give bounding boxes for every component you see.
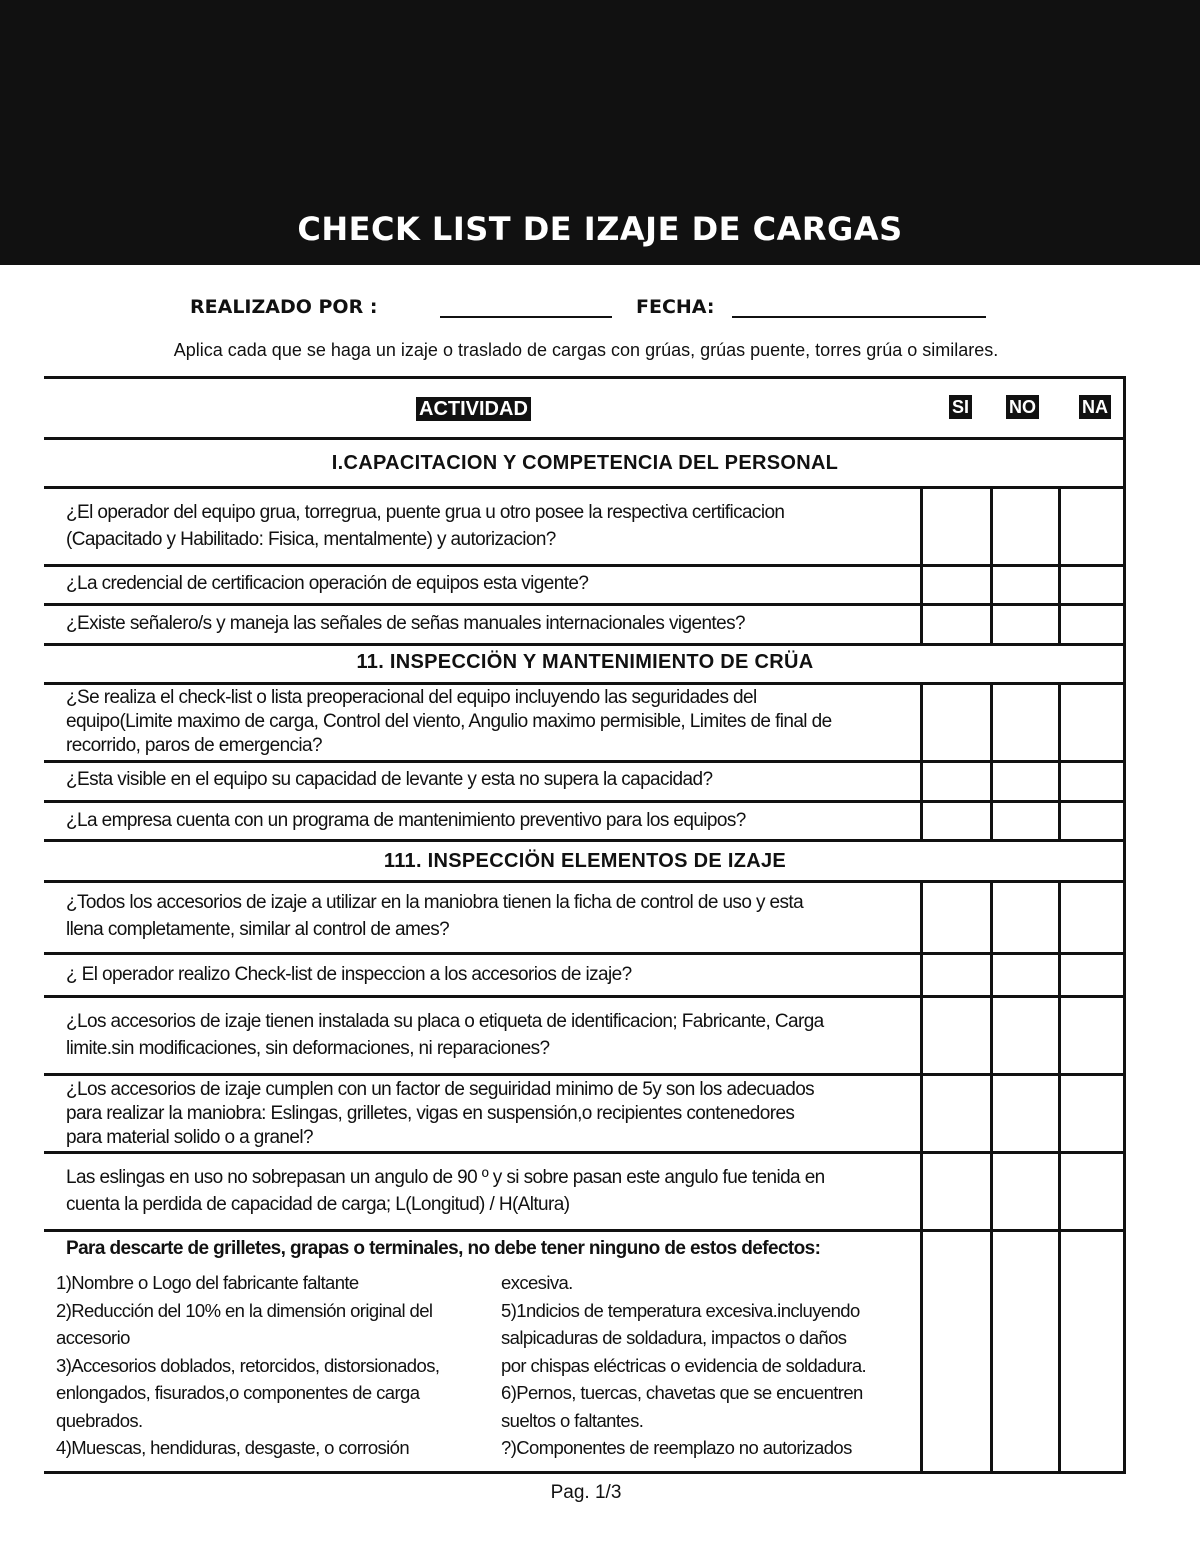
page-title: CHECK LIST DE IZAJE DE CARGAS bbox=[297, 210, 903, 248]
column-divider bbox=[990, 880, 993, 1474]
row-divider bbox=[44, 437, 1126, 440]
column-divider bbox=[920, 880, 923, 1474]
row-divider bbox=[44, 1151, 1126, 1154]
fecha-field[interactable] bbox=[732, 316, 986, 318]
question-item: ¿El operador del equipo grua, torregrua, puente grua u otro posee la respectiva certificacion (Capacitado y Habilitado: Fisica, mentalmente) y autorizacion? bbox=[66, 502, 785, 550]
meta-fields bbox=[190, 296, 1010, 324]
subtitle: Aplica cada que se haga un izaje o traslado de cargas con grúas, grúas puente, torres grúa o similares. bbox=[173, 340, 999, 360]
list-item: 3)Accesorios doblados, retorcidos, distorsionados, bbox=[56, 1354, 440, 1376]
row-divider bbox=[44, 995, 1126, 998]
fecha-label: FECHA: bbox=[636, 296, 715, 318]
section-title-capacitacion: I.CAPACITACION Y COMPETENCIA DEL PERSONAL bbox=[331, 452, 839, 474]
column-header-actividad: ACTIVIDAD bbox=[416, 397, 531, 421]
question-item: ¿Los accesorios de izaje cumplen con un factor de seguiridad minimo de 5y son los adecuados para realizar la maniobra: Eslingas, grilletes, vigas en suspensión,o recipientes contenedores para material solido o a granel? bbox=[66, 1079, 815, 1148]
question-item: ¿Esta visible en el equipo su capacidad de levante y esta no supera la capacidad? bbox=[66, 769, 713, 790]
question-item: ¿ El operador realizo Check-list de inspeccion a los accesorios de izaje? bbox=[66, 964, 632, 985]
list-item: excesiva. bbox=[501, 1272, 573, 1293]
column-header-no: NO bbox=[1006, 395, 1039, 419]
realizado-por-field[interactable] bbox=[440, 316, 612, 318]
question-item: ¿Se realiza el check-list o lista preoperacional del equipo incluyendo las seguridades del equipo(Limite maximo de carga, Control del viento, Angulio maximo permisible, Limites de final de recorrido, paros de emergencia? bbox=[66, 687, 832, 756]
question-item: ¿La credencial de certificacion operación de equipos esta vigente? bbox=[66, 573, 589, 594]
column-divider bbox=[1058, 564, 1061, 643]
row-divider bbox=[44, 839, 1126, 842]
list-item: 5)1ndicios de temperatura excesiva.incluyendo bbox=[501, 1299, 860, 1321]
list-item: 4)Muescas, hendiduras, desgaste, o corrosión bbox=[56, 1437, 410, 1458]
row-divider bbox=[44, 952, 1126, 955]
list-item: accesorio bbox=[56, 1327, 130, 1348]
section-title-elementos-izaje: 111. INSPECCIÖN ELEMENTOS DE IZAJE bbox=[383, 850, 787, 872]
row-divider bbox=[44, 880, 1126, 883]
column-divider bbox=[990, 486, 993, 564]
row-divider bbox=[44, 376, 1126, 379]
row-divider bbox=[44, 1229, 1126, 1232]
section-title-inspeccion-grua: 11. INSPECCIÖN Y MANTENIMIENTO DE CRÜA bbox=[356, 651, 814, 673]
question-item: ¿La empresa cuenta con un programa de mantenimiento preventivo para los equipos? bbox=[66, 810, 746, 831]
list-item: ?)Componentes de reemplazo no autorizados bbox=[501, 1437, 852, 1458]
column-header-si: SI bbox=[949, 395, 972, 419]
list-item: 2)Reducción del 10% en la dimensión original del bbox=[56, 1299, 433, 1321]
row-divider bbox=[44, 1471, 1126, 1474]
page-number: Pag. 1/3 bbox=[550, 1482, 622, 1503]
column-divider bbox=[920, 564, 923, 643]
row-divider bbox=[44, 682, 1126, 685]
row-divider bbox=[44, 643, 1126, 646]
list-item: por chispas eléctricas o evidencia de soldadura. bbox=[501, 1354, 867, 1376]
list-item: 1)Nombre o Logo del fabricante faltante bbox=[56, 1272, 359, 1293]
defects-title: Para descarte de grilletes, grapas o terminales, no debe tener ninguno de estos defectos: bbox=[66, 1238, 821, 1259]
column-divider bbox=[1123, 376, 1126, 1474]
defects-list-left bbox=[56, 1269, 439, 1462]
list-item: salpicaduras de soldadura, impactos o daños bbox=[501, 1327, 847, 1348]
question-item: ¿Los accesorios de izaje tienen instalada su placa o etiqueta de identificacion; Fabricante, Carga limite.sin modificaciones, sin deformaciones, ni reparaciones? bbox=[66, 1011, 824, 1059]
list-item: 6)Pernos, tuercas, chavetas que se encuentren bbox=[501, 1382, 863, 1403]
list-item: enlongados, fisurados,o componentes de carga bbox=[56, 1382, 420, 1403]
defects-list-right bbox=[501, 1269, 866, 1462]
question-item: ¿Todos los accesorios de izaje a utilizar en la maniobra tienen la ficha de control de uso y esta llena completamente, similar al control de ames? bbox=[66, 892, 804, 940]
column-divider bbox=[990, 682, 993, 839]
column-divider bbox=[1058, 486, 1061, 564]
question-item: Las eslingas en uso no sobrepasan un angulo de 90 º y si sobre pasan este angulo fue tenida en cuenta la perdida de capacidad de carga; L(Longitud) / H(Altura) bbox=[66, 1167, 825, 1215]
column-header-na: NA bbox=[1079, 395, 1111, 419]
question-item: ¿Existe señalero/s y maneja las señales de señas manuales internacionales vigentes? bbox=[66, 613, 745, 634]
row-divider bbox=[44, 1073, 1126, 1076]
list-item: quebrados. bbox=[56, 1409, 143, 1431]
column-divider bbox=[920, 682, 923, 839]
realizado-por-label: REALIZADO POR : bbox=[190, 296, 378, 318]
row-divider bbox=[44, 800, 1126, 803]
row-divider bbox=[44, 760, 1126, 763]
row-divider bbox=[44, 564, 1126, 567]
column-divider bbox=[920, 486, 923, 564]
checklist-table bbox=[44, 376, 1126, 1474]
list-item: sueltos o faltantes. bbox=[501, 1409, 644, 1431]
row-divider bbox=[44, 486, 1126, 489]
column-divider bbox=[990, 564, 993, 643]
column-divider bbox=[1058, 880, 1061, 1474]
column-divider bbox=[1058, 682, 1061, 839]
row-divider bbox=[44, 603, 1126, 606]
